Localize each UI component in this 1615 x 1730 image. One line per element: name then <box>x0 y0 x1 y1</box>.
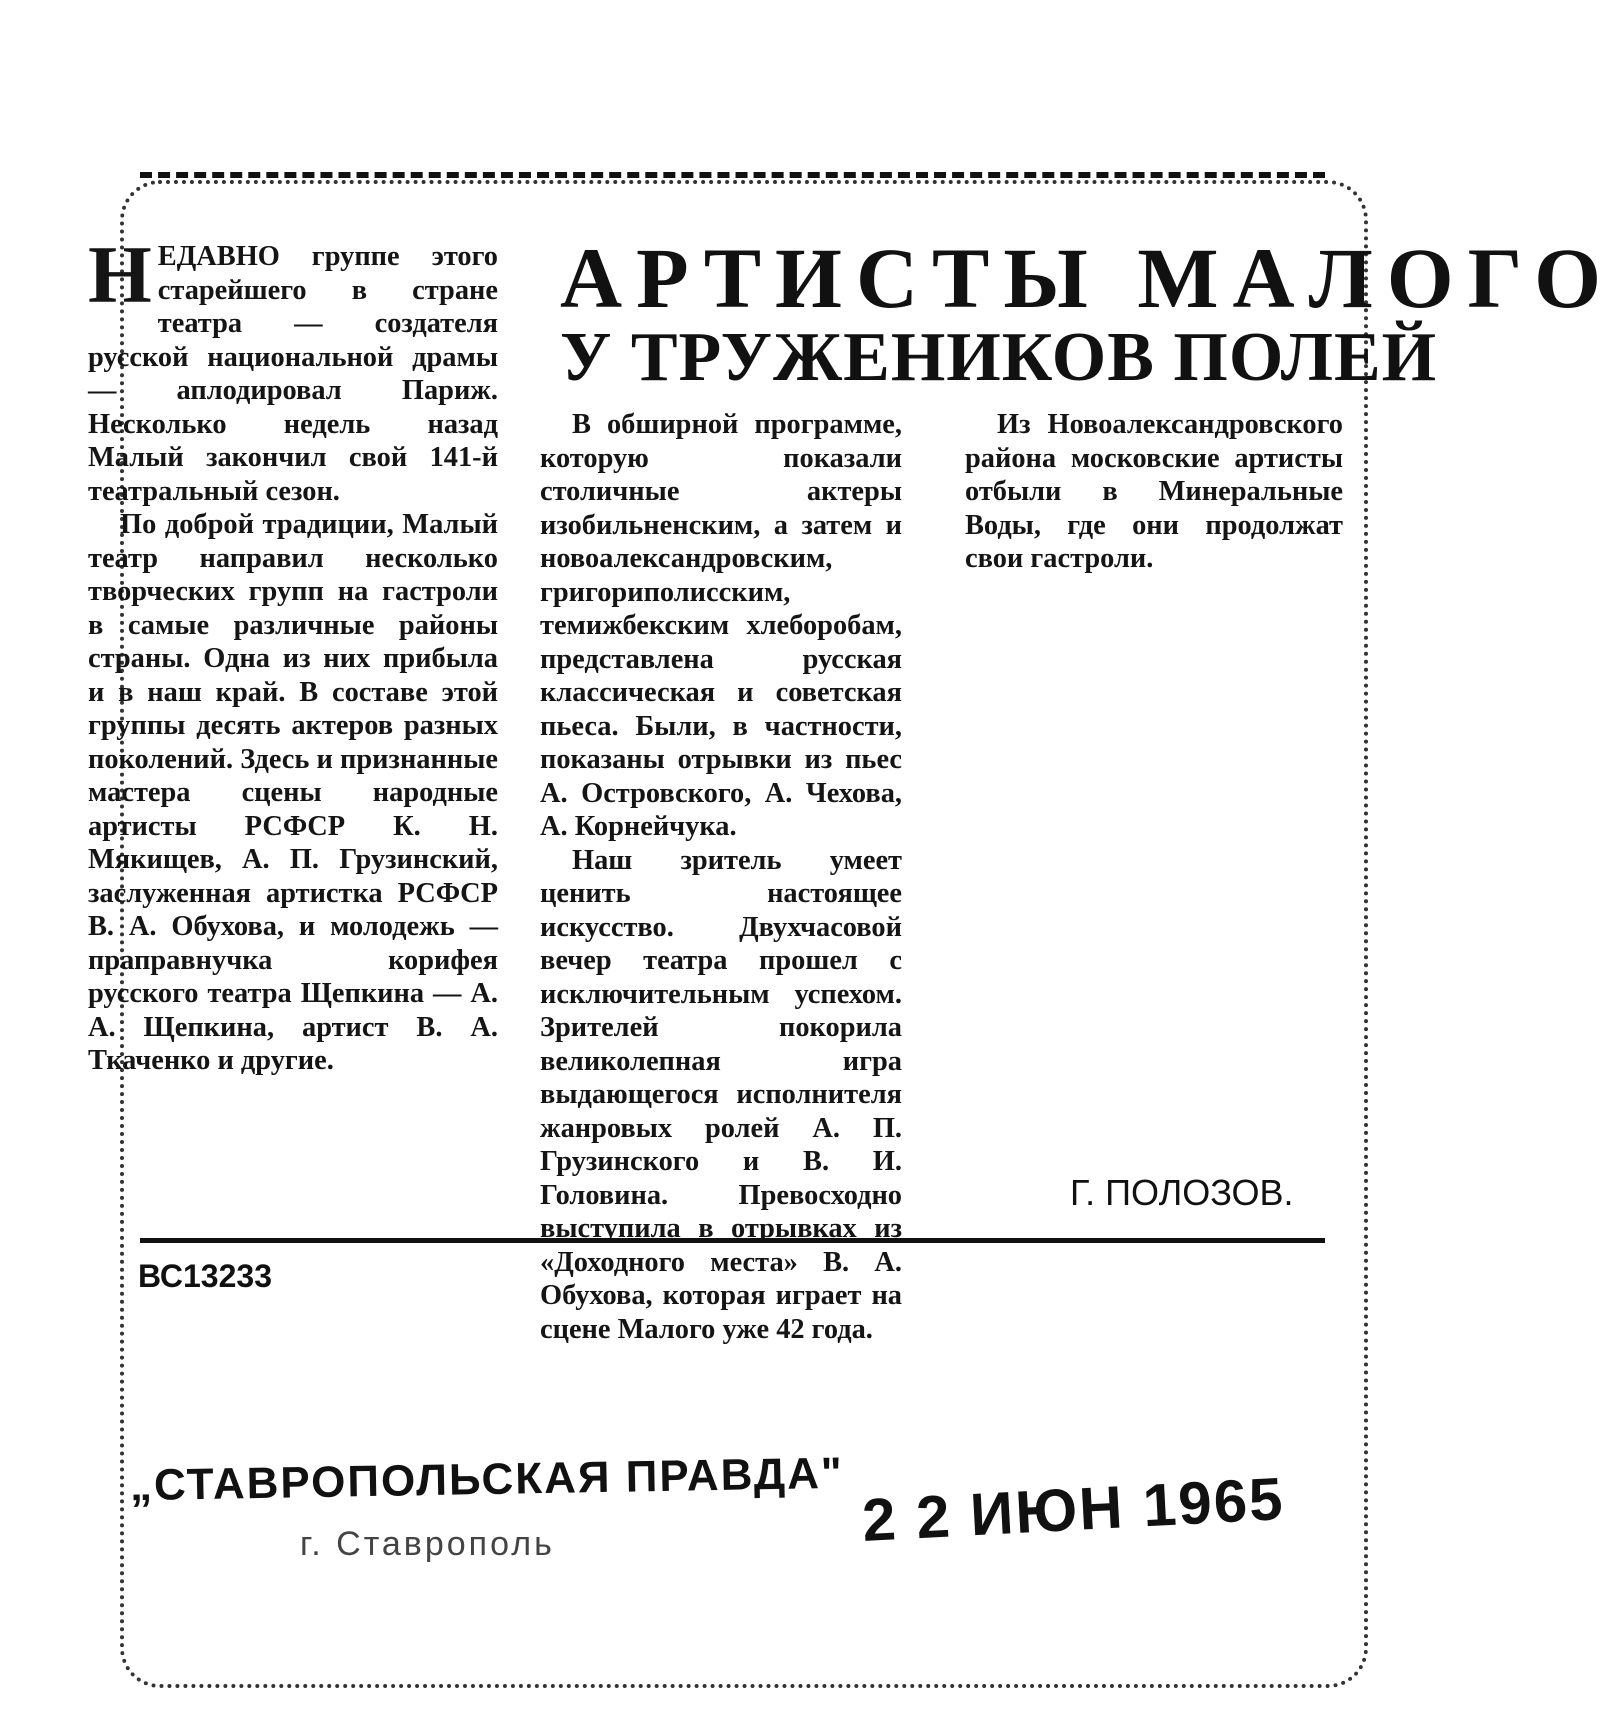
drop-cap: Н <box>88 229 152 320</box>
stamp-date: 2 2 ИЮН 1965 <box>860 1464 1287 1555</box>
stamp-city: г. Ставрополь <box>300 1525 555 1563</box>
archive-code: ВС13233 <box>138 1258 272 1294</box>
bottom-rule <box>140 1238 1325 1243</box>
paragraph-text: ЕДАВНО группе этого старейшего в стране театра — создателя русской национальной драмы — аплодировал Париж. Несколько недель назад Малый закончил свой 141-й театральный сезон. <box>88 241 498 507</box>
top-rule <box>140 172 1325 178</box>
headline-line-1: АРТИСТЫ МАЛОГО <box>560 230 1615 326</box>
article-column-3 <box>965 408 1343 576</box>
headline-line-2: У ТРУЖЕНИКОВ ПОЛЕЙ <box>560 319 1438 396</box>
paragraph: Наш зритель умеет ценить настоящее искусство. Двухчасовой вечер театра прошел с исключительным успехом. Зрителей покорила великолепная игра выдающегося исполнителя жанровых ролей А. П. Грузинского и В. И. Головина. Превосходно выступила в отрывках из «Доходного места» В. А. Обухова, которая играет на сцене Малого уже 42 года. <box>540 844 902 1345</box>
paragraph <box>88 229 498 508</box>
paragraph: В обширной программе, которую показали столичные актеры изобильненским, а затем и новоалександровским, григориполисским, темижбекским хлеборобам, представлена русская классическая и советская пьеса. Были, в частности, показаны отрывки из пьес А. Островского, А. Чехова, А. Корнейчука. <box>540 409 902 842</box>
author-byline: Г. ПОЛОЗОВ. <box>1070 1172 1294 1213</box>
paragraph: По доброй традиции, Малый театр направил несколько творческих групп на гастроли в самые различные районы страны. Одна из них прибыла и в наш край. В составе этой группы десять актеров разных поколений. Здесь и признанные мастера сцены народные артисты РСФСР К. Н. Мякищев, А. П. Грузинский, заслуженная артистка РСФСР В. А. Обухова, и молодежь — праправнучка корифея русского театра Щепкина — А. А. Щепкина, артист В. А. Ткаченко и другие. <box>88 509 498 1076</box>
article-column-1 <box>88 229 498 1078</box>
article-column-2 <box>540 408 902 1346</box>
paragraph: Из Новоалександровского района московские артисты отбыли в Минеральные Воды, где они продолжат свои гастроли. <box>965 409 1343 574</box>
stamp-newspaper-name: „СТАВРОПОЛЬСКАЯ ПРАВДА" <box>129 1448 845 1511</box>
